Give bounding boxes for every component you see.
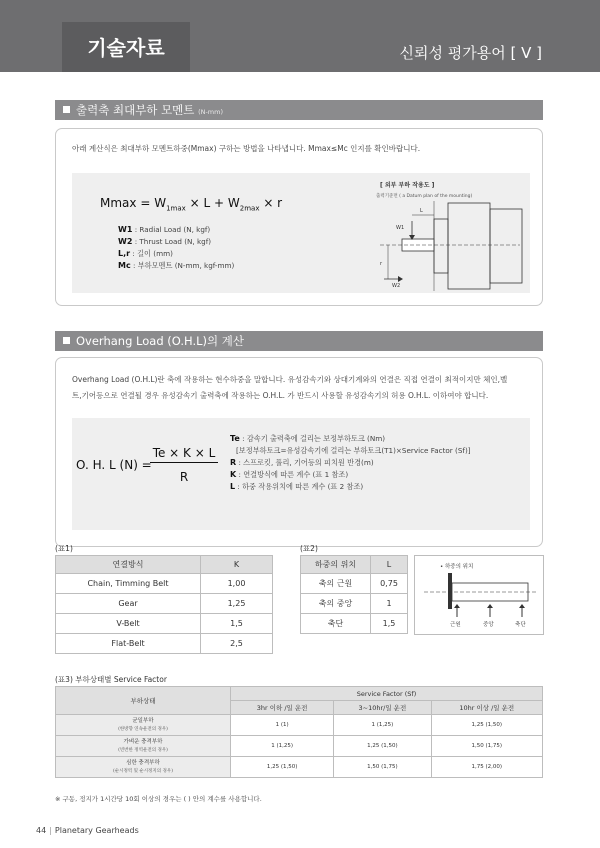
diagram-datum: 출력기준면 ( a Datum plan of the mounting) [376, 194, 473, 199]
section1-formula-panel [72, 173, 530, 293]
diagram-label-l: L [420, 208, 423, 214]
load-position-root: 근원 [450, 622, 461, 628]
table-row: Chain, Timming Belt 1,00 [56, 574, 273, 594]
table1-header-method: 연결방식 [56, 556, 201, 574]
legend-w1: W1 : Radial Load (N, kgf) [118, 225, 211, 234]
formula-w2: W [227, 196, 240, 210]
legend-k: K : 연결방식에 따른 계수 (표 1 참조) [230, 470, 349, 479]
table-row: Gear 1,25 [56, 594, 273, 614]
table-row: 심한 충격부하 (순시정역 및 순시정지의 경우) 1,25 (1,50) 1,50 (1,75) 1,75 (2,00) [56, 757, 543, 778]
load-position-middle: 중앙 [483, 622, 494, 628]
section2-formula-panel [72, 418, 530, 530]
formula-w2-sub: 2max [239, 204, 260, 213]
table1-label: (표1) [55, 544, 73, 553]
external-load-diagram [340, 179, 526, 291]
legend-lr: L,r : 길이 (mm) [118, 249, 173, 258]
header-tab [62, 22, 190, 72]
table-row: 축단 1,5 [301, 614, 408, 634]
table2-label: (표2) [300, 544, 318, 553]
table3-group-header: Service Factor (Sf) [231, 687, 543, 701]
section2-title: Overhang Load (O.H.L)의 계산 [76, 334, 244, 348]
page-number: 44 [36, 826, 47, 835]
table3-row-header: 부하상태 [56, 687, 231, 715]
footer-text: Planetary Gearheads [54, 826, 139, 835]
section1-title-bar [55, 100, 543, 120]
section2-description-2: 트,기어등으로 연결될 경우 유성감속기 출력축에 작용하는 O.H.L. 가 반드시 사용할 유성감속기의 허용 O.H.L. 이하여야 합니다. [72, 391, 489, 400]
header-subtitle: 신뢰성 평가용어 [ V ] [399, 44, 542, 62]
formula-times-l: × L + [189, 196, 225, 210]
legend-te-note: [보정부하토크=유성감속기에 걸리는 부하토크(T1)×Service Factor (Sf)] [236, 446, 471, 455]
diagram-title: [ 외부 부하 작용도 ] [380, 182, 435, 189]
table2-header-l: L [371, 556, 408, 574]
ohl-lhs: O. H. L (N) = [76, 458, 152, 472]
table-row: Flat-Belt 2,5 [56, 634, 273, 654]
formula-w1: W [154, 196, 167, 210]
section2-box [55, 357, 543, 547]
legend-te: Te : 감속기 출력축에 걸리는 보정부하토크 (Nm) [230, 434, 386, 443]
section1-title-unit: (N-mm) [198, 108, 224, 116]
header-title: 기술자료 [87, 36, 165, 60]
formula-lhs: Mmax = [100, 196, 151, 210]
diagram-label-r: r [380, 261, 383, 267]
table3-label: (표3) 부하상태별 Service Factor [55, 675, 167, 684]
footnote: ※ 구동, 정지가 1시간당 10회 이상의 경우는 ( ) 안의 계수를 사용합니다. [55, 795, 262, 803]
diagram-label-w1: W1 [396, 225, 405, 231]
ohl-numerator: Te × K × L [150, 446, 218, 463]
table2 [300, 555, 408, 634]
ohl-denominator: R [179, 470, 189, 484]
table3-col-header: 3~10hr/일 운전 [334, 701, 431, 715]
formula-times-r: × r [263, 196, 283, 210]
table-row: V-Belt 1,5 [56, 614, 273, 634]
section2-title-bar [55, 331, 543, 351]
table2-header-position: 하중의 위치 [301, 556, 371, 574]
legend-mc: Mc : 부하모멘트 (N-mm, kgf-mm) [118, 261, 235, 270]
table-row: 축의 근원 0,75 [301, 574, 408, 594]
formula-w1-sub: 1max [166, 204, 186, 213]
table-row: 축의 중앙 1 [301, 594, 408, 614]
table3-col-header: 3hr 이하 /일 운전 [231, 701, 334, 715]
load-position-end: 축단 [515, 622, 526, 628]
load-position-title: • 하중의 위치 [440, 564, 474, 570]
legend-r: R : 스프로킷, 풀리, 기어등의 피치원 반경(m) [230, 458, 374, 467]
table3-col-header: 10hr 이상 /일 운전 [431, 701, 543, 715]
table-row: 균일부하 (한방향 연속운전의 경우) 1 (1) 1 (1,25) 1,25 (1,50) [56, 715, 543, 736]
page-header [0, 0, 600, 72]
section2-description-1: Overhang Load (O.H.L)란 축에 작용하는 현수하중을 말합니다. 유성감속기와 상대기계와의 연결은 직접 연결이 최적이지만 체인,벨 [72, 375, 508, 384]
bullet-square-icon [63, 337, 70, 344]
bullet-square-icon [63, 106, 70, 113]
diagram-label-w2: W2 [392, 283, 401, 289]
legend-w2: W2 : Thrust Load (N, kgf) [118, 237, 212, 246]
section1-box [55, 128, 543, 306]
table3 [55, 686, 543, 778]
mmax-formula [100, 196, 282, 212]
page-footer: 44 | Planetary Gearheads [36, 826, 139, 835]
legend-l: L : 하중 작용위치에 따른 계수 (표 2 참조) [230, 482, 364, 491]
load-position-diagram [414, 555, 544, 635]
table1-header-k: K [201, 556, 273, 574]
section1-title: 출력축 최대부하 모멘트 [76, 103, 195, 117]
table-row: 가벼운 충격부하 (빈번한 정역운전의 경우) 1 (1,25) 1,25 (1,50) 1,50 (1,75) [56, 736, 543, 757]
section1-description: 아래 계산식은 최대부하 모멘트하중(Mmax) 구하는 방법을 나타냅니다. Mmax≤Mc 인지를 확인바랍니다. [72, 144, 421, 153]
table1 [55, 555, 273, 654]
